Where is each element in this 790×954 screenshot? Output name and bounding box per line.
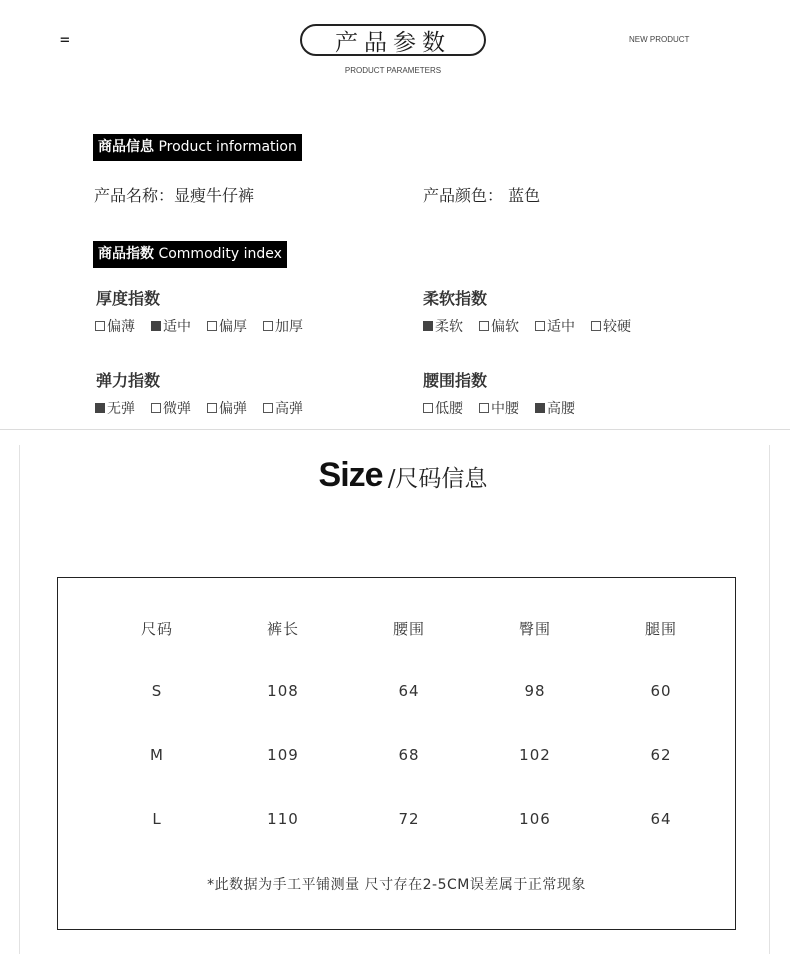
unchecked-box-icon (479, 321, 489, 331)
index-option-label: 适中 (547, 319, 575, 335)
unchecked-box-icon (95, 321, 105, 331)
checked-box-icon (95, 403, 105, 413)
size-heading-en: Size (318, 456, 383, 494)
product-info-tag-zh: 商品信息 (98, 139, 154, 155)
product-info-tag (93, 134, 302, 161)
checked-box-icon (151, 321, 161, 331)
waist-index-options (423, 398, 575, 418)
table-cell: 64 (650, 810, 672, 828)
index-option (535, 316, 575, 336)
unchecked-box-icon (151, 403, 161, 413)
index-option-label: 偏弹 (219, 401, 247, 417)
thickness-index-heading: 厚度指数 (96, 289, 161, 308)
table-cell: 108 (267, 682, 299, 700)
product-color: 产品颜色： 蓝色 (423, 186, 541, 205)
unchecked-box-icon (591, 321, 601, 331)
frame-right-border (769, 445, 770, 954)
page-title-text: 产品参数 (335, 29, 451, 56)
index-option (591, 316, 631, 336)
unchecked-box-icon (263, 403, 273, 413)
thickness-index-options (95, 316, 303, 336)
table-cell: 68 (398, 746, 420, 764)
unchecked-box-icon (207, 321, 217, 331)
measurement-note: *此数据为手工平铺测量 尺寸存在2-5CM误差属于正常现象 (207, 877, 586, 893)
index-option-label: 高腰 (547, 401, 575, 417)
checked-box-icon (423, 321, 433, 331)
size-heading (0, 456, 790, 495)
table-header-cell: 尺码 (140, 620, 173, 638)
menu-icon: = (60, 30, 70, 49)
index-option (423, 316, 463, 336)
table-cell: 106 (519, 810, 551, 828)
index-option (263, 398, 303, 418)
index-option (207, 316, 247, 336)
new-product-label: NEW PRODUCT (629, 35, 690, 44)
elasticity-index-options (95, 398, 303, 418)
index-option-label: 偏软 (491, 319, 519, 335)
index-option (479, 316, 519, 336)
table-cell: M (150, 746, 164, 764)
index-option (95, 316, 135, 336)
unchecked-box-icon (479, 403, 489, 413)
index-option (479, 398, 519, 418)
index-option-label: 偏薄 (107, 319, 135, 335)
index-option (151, 398, 191, 418)
commodity-index-tag-en: Commodity index (158, 246, 282, 262)
index-option-label: 微弹 (163, 401, 191, 417)
table-cell: 109 (267, 746, 299, 764)
product-info-tag-en: Product information (158, 139, 297, 155)
page-subtitle: PRODUCT PARAMETERS (344, 66, 442, 75)
index-option-label: 无弹 (107, 401, 135, 417)
commodity-index-tag (93, 241, 287, 268)
index-option (263, 316, 303, 336)
table-cell: 62 (650, 746, 672, 764)
page-title (300, 24, 486, 56)
index-option (207, 398, 247, 418)
index-option-label: 适中 (163, 319, 191, 335)
size-table (57, 577, 736, 930)
product-name: 产品名称：显瘦牛仔裤 (94, 186, 255, 205)
index-option-label: 偏厚 (219, 319, 247, 335)
table-cell: L (152, 810, 162, 828)
table-cell: 64 (398, 682, 420, 700)
unchecked-box-icon (207, 403, 217, 413)
table-cell: 110 (267, 810, 299, 828)
table-cell: 98 (524, 682, 546, 700)
index-option-label: 柔软 (435, 319, 463, 335)
section-divider (0, 429, 790, 430)
index-option (95, 398, 135, 418)
table-cell: S (151, 682, 163, 700)
softness-index-options (423, 316, 631, 336)
table-header-cell: 裤长 (266, 620, 299, 638)
index-option-label: 高弹 (275, 401, 303, 417)
table-header-cell: 腿围 (644, 620, 677, 638)
index-option-label: 较硬 (603, 319, 631, 335)
table-header-cell: 臀围 (518, 620, 551, 638)
commodity-index-tag-zh: 商品指数 (98, 246, 154, 262)
index-option-label: 低腰 (435, 401, 463, 417)
elasticity-index-heading: 弹力指数 (96, 371, 161, 390)
index-option (151, 316, 191, 336)
table-cell: 60 (650, 682, 672, 700)
index-option-label: 加厚 (275, 319, 303, 335)
softness-index-heading: 柔软指数 (423, 289, 488, 308)
unchecked-box-icon (423, 403, 433, 413)
table-cell: 72 (398, 810, 420, 828)
unchecked-box-icon (535, 321, 545, 331)
waist-index-heading: 腰围指数 (423, 371, 488, 390)
index-option (423, 398, 463, 418)
unchecked-box-icon (263, 321, 273, 331)
size-heading-zh: /尺码信息 (387, 466, 488, 492)
table-cell: 102 (519, 746, 551, 764)
index-option-label: 中腰 (491, 401, 519, 417)
checked-box-icon (535, 403, 545, 413)
index-option (535, 398, 575, 418)
frame-left-border (19, 445, 20, 954)
table-header-cell: 腰围 (392, 620, 425, 638)
